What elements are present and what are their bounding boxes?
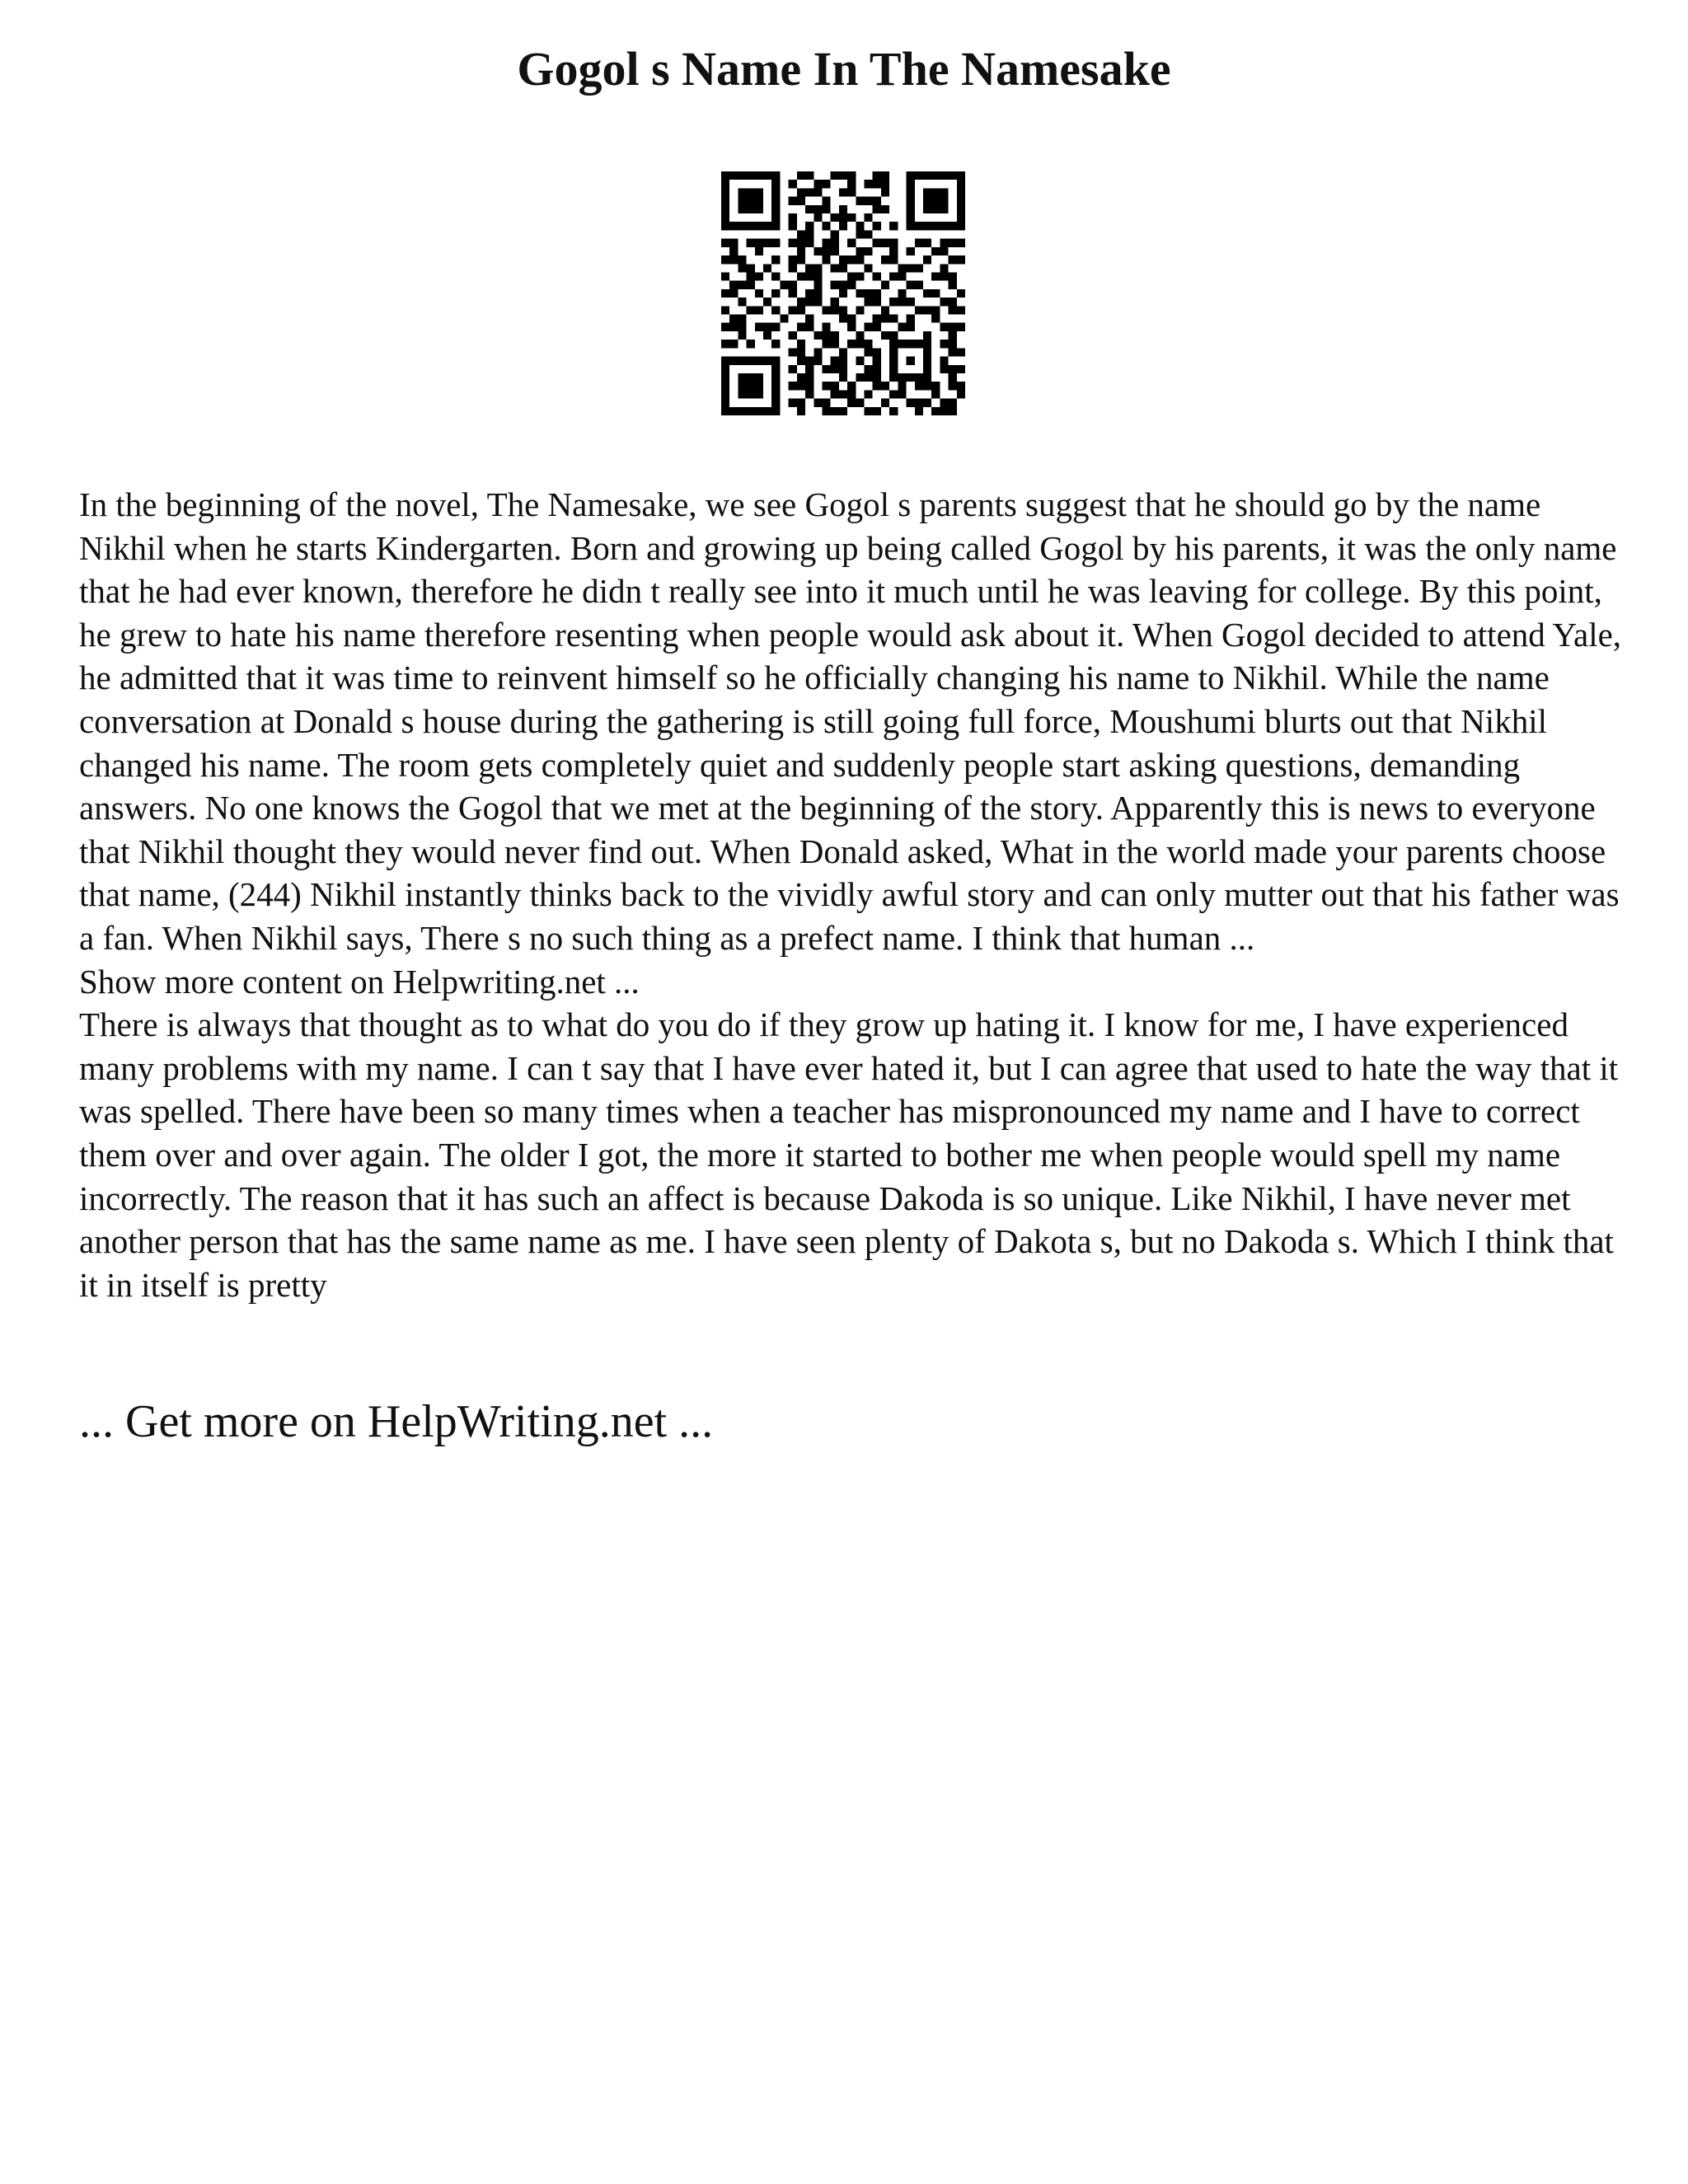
paragraph: There is always that thought as to what do you do if they grow up hating it. I know for me, I have experienced many problems with my name. I can t say that I have ever hated it, but I can agree that used to hate the way that it was spelled. There have been so many times when a teacher has mispronounced my name and I have to correct them over and over again. The older I got, the more it started to bother me when people would spell my name incorrectly. The reason that it has such an affect is because Dakoda is so unique. Like Nikhil, I have never met another person that has the same name as me. I have seen plenty of Dakota s, but no Dakoda s. Which I think that it in itself is pretty bbox=[79, 1005, 1619, 1304]
show-more-link[interactable]: Show more content on Helpwriting.net ... bbox=[79, 962, 640, 1001]
qr-code-icon bbox=[721, 171, 965, 415]
page-title: Gogol s Name In The Namesake bbox=[517, 42, 1171, 96]
paragraph: In the beginning of the novel, The Namesake, we see Gogol s parents suggest that he should go by the name Nikhil when he starts Kindergarten. Born and growing up being called Gogol by his parents, it was the only name that he had ever known, therefore he didn t really see into it much until he was leaving for college. By this point, he grew to hate his name therefore resenting when people would ask about it. When Gogol decided to attend Yale, he admitted that it was time to reinvent himself so he officially changing his name to Nikhil. While the name conversation at Donald s house during the gathering is still going full force, Moushumi blurts out that Nikhil changed his name. The room gets completely quiet and suddenly people start asking questions, demanding answers. No one knows the Gogol that we met at the beginning of the story. Apparently this is news to everyone that Nikhil thought they would never find out. When Donald asked, What in the world made your parents choose that name, (244) Nikhil instantly thinks back to the vividly awful story and can only mutter out that his father was a fan. When Nikhil says, There s no such thing as a prefect name. I think that human ... bbox=[79, 485, 1622, 957]
get-more-link[interactable]: ... Get more on HelpWriting.net ... bbox=[79, 1396, 714, 1447]
article-body bbox=[79, 483, 1629, 1306]
